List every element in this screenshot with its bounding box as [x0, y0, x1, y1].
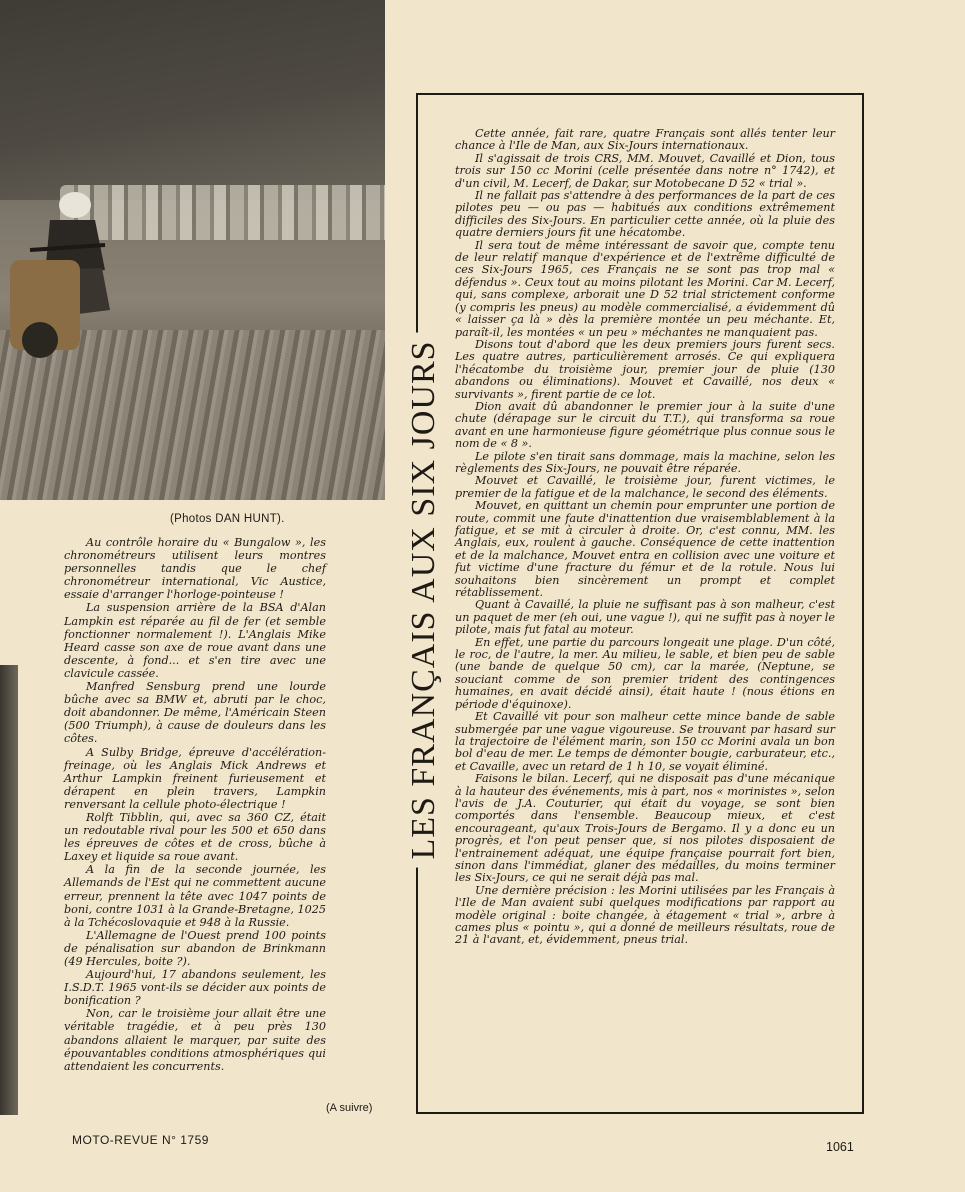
- box-paragraph: En effet, une partie du parcours longeait une plage. D'un côté, le roc, de l'autre, la mer. Au milieu, le sable, et bien peu de sable (une bande de quelque 50 cm), car la marée, (Neptune, se souciant comme de son premier trident des contingences humaines, en avait décidé ainsi), était haute ! (nous étions en période d'équinoxe).: [455, 635, 835, 711]
- to-be-continued: (A suivre): [326, 1102, 373, 1114]
- box-paragraph: Il s'agissait de trois CRS, MM. Mouvet, Cavaillé et Dion, tous trois sur 150 cc Morini (celle présentée dans notre n° 1742), et d'un civil, M. Lecerf, de Dakar, sur Motobecane D 52 « trial ».: [455, 151, 835, 190]
- rider-illustration: [10, 190, 110, 360]
- left-paragraph: La suspension arrière de la BSA d'Alan Lampkin est réparée au fil de fer (et semble fonctionner normalement !). L'Anglais Mike Heard casse son axe de roue avant dans une descente, à fond... et s'en tire avec une clavicule cassée.: [64, 601, 326, 680]
- left-paragraph: Au contrôle horaire du « Bungalow », les chronométreurs utilisent leurs montres personnelles tandis que le chef chronométreur international, Vic Austice, essaie d'arranger l'horloge-pointeuse !: [64, 536, 326, 602]
- box-paragraph: Une dernière précision : les Morini utilisées par les Français à l'Ile de Man avaient subi quelques modifications par rapport au modèle original : boite changée, à étagement « trial », arbre à cames plus « pointu », qui a donné de meilleurs résultats, roue de 21 à l'avant, et, évidemment, pneus trial.: [455, 883, 835, 947]
- box-paragraph: Faisons le bilan. Lecerf, qui ne disposait pas d'une mécanique à la hauteur des événements, mis à part, nos « morinistes », selon l'avis de J.A. Couturier, qui était du voyage, se sont bien comportés dans l'ensemble. Beaucoup mieux, et c'est encourageant, qu'aux Trois-Jours de Bergamo. Il y a donc eu un progrès, et l'on peut penser que, si nos pilotes disposaient de l'entrainement adéquat, une équipe française pourrait fort bien, sinon dans l'immédiat, glaner des médailles, du moins terminer les Six-Jours, ce qui ne serait déjà pas mal.: [455, 772, 835, 885]
- adjacent-photo-edge: [0, 665, 18, 1115]
- box-paragraph: Cette année, fait rare, quatre Français sont allés tenter leur chance à l'Ile de Man, aux Six-Jours internationaux.: [455, 127, 835, 153]
- left-paragraph: Rolft Tibblin, qui, avec sa 360 CZ, était un redoutable rival pour les 500 et 650 dans les épreuves de côtes et de cross, bûche à Laxey et liquide sa roue avant.: [64, 810, 326, 864]
- box-paragraph: Mouvet, en quittant un chemin pour emprunter une portion de route, commit une faute d'inattention due vraisemblablement à la fatigue, et se mit à circuler à droite. Or, c'est connu, MM. les Anglais, eux, roulent à gauche. Conséquence de cette inattention et de la malchance, Mouvet entra en collision avec une voiture et fut victime d'une fracture du fémur et de la rotule. Nous lui souhaitons bien sincèrement un prompt et complet rétablissement.: [455, 499, 835, 600]
- left-paragraph: A la fin de la seconde journée, les Allemands de l'Est qui ne commettent aucune erreur, prennent la tête avec 1047 points de boni, contre 1031 à la Grande-Bretagne, 1025 à la Tchécoslovaquie et 948 à la Russie.: [64, 863, 326, 929]
- box-paragraph: Mouvet et Cavaillé, le troisième jour, furent victimes, le premier de la fatigue et de la malchance, le second des éléments.: [455, 474, 835, 500]
- left-paragraph: Aujourd'hui, 17 abandons seulement, les I.S.D.T. 1965 vont-ils se décider aux points de bonification ?: [64, 968, 326, 1008]
- sidebar-text: [455, 128, 835, 947]
- box-paragraph: Le pilote s'en tirait sans dommage, mais la machine, selon les règlements des Six-Jours, ne pouvait être réparée.: [455, 449, 835, 475]
- box-paragraph: Il sera tout de même intéressant de savoir que, compte tenu de leur relatif manque d'expérience et de l'extrême difficulté de ces Six-Jours 1965, ces Français ne se sont pas trop mal « défendus ». Ceux tout au moins pilotant les Morini. Car M. Lecerf, qui, sans complexe, arborait une D 52 trial strictement conforme (y compris les pneus) au modèle commercialisé, a évidemment dû « laisser ça là » dès la première montée un peu méchante. Et, paraît-il, les montées « un peu » méchantes ne manquaient pas.: [455, 238, 835, 339]
- left-paragraph: Manfred Sensburg prend une lourde bûche avec sa BMW et, abruti par le choc, doit abandonner. De même, l'Américain Steen (500 Triumph), à cause de douleurs dans les côtes.: [64, 680, 326, 746]
- left-article-column: [64, 536, 326, 1073]
- page-number: 1061: [826, 1140, 854, 1154]
- photo-hillside: [0, 0, 385, 200]
- box-paragraph: Il ne fallait pas s'attendre à des performances de la part de ces pilotes peu — ou pas — habitués aux conditions extrêmement difficiles des Six-Jours. En particulier cette année, où la pluie des quatre derniers jours fit une hécatombe.: [455, 189, 835, 240]
- photo-caption: (Photos DAN HUNT).: [170, 513, 285, 525]
- box-paragraph: Dion avait dû abandonner le premier jour à la suite d'une chute (dérapage sur le circuit du T.T.), qui transforma sa roue avant en une harmonieuse figure géométrique plus connue sous le nom de « 8 ».: [455, 399, 835, 451]
- sidebar-title-wrap: [399, 300, 449, 900]
- box-paragraph: Disons tout d'abord que les deux premiers jours furent secs. Les quatre autres, particulièrement arrosés. Ce qui expliquera l'hécatombe du troisième jour, premier jour de pluie (130 abandons ou éliminations). Mouvet et Cavaillé, nos deux « survivants », firent partie de ce lot.: [455, 337, 835, 401]
- box-paragraph: Quant à Cavaillé, la pluie ne suffisant pas à son malheur, c'est un paquet de mer (eh oui, une vague !), qui ne suffit pas à noyer le pilote, mais fut fatal au moteur.: [455, 598, 835, 637]
- left-paragraph: A Sulby Bridge, épreuve d'accélération-freinage, où les Anglais Mick Andrews et Arthur Lampkin freinent furieusement et dérapent en plein travers, Lampkin renversant la cellule photo-électrique !: [64, 745, 326, 811]
- box-paragraph: Et Cavaillé vit pour son malheur cette mince bande de sable submergée par une vague vigoureuse. Se trouvant par hasard sur la trajectoire de l'élément marin, son 150 cc Morini avala un bon bol d'eau de mer. Le temps de démonter bougie, carburateur, etc., et Cavaille, avec un retard de 1 h 10, se voyait éliminé.: [455, 710, 835, 773]
- left-paragraph: L'Allemagne de l'Ouest prend 100 points de pénalisation sur abandon de Brinkmann (49 Hercules, boite ?).: [64, 928, 326, 968]
- magazine-issue: MOTO-REVUE N° 1759: [72, 1133, 209, 1147]
- motorcycle-photo: [0, 0, 385, 500]
- sidebar-title: LES FRANÇAIS AUX SIX JOURS: [405, 332, 443, 867]
- left-paragraph: Non, car le troisième jour allait être une véritable tragédie, et à peu près 130 abandons allaient le marquer, par suite des épouvantables conditions atmosphériques qui attendaient les concurrents.: [64, 1007, 326, 1073]
